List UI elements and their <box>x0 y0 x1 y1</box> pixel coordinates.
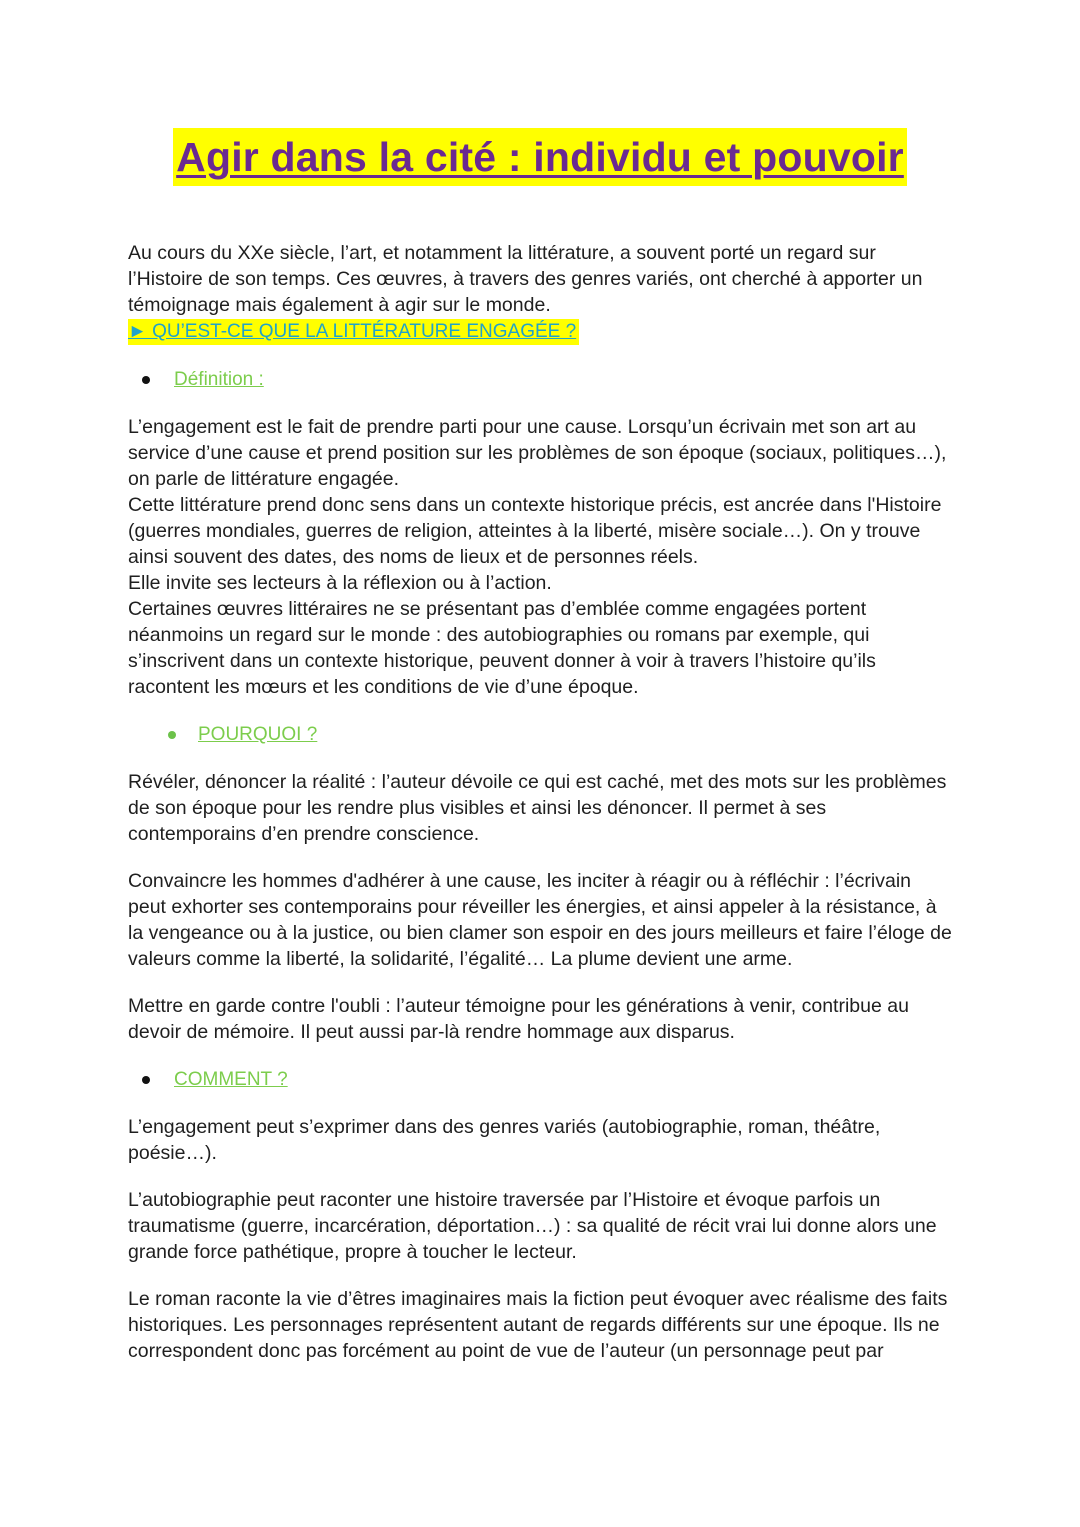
text-line: de son époque pour les rendre plus visibles et ainsi les dénoncer. Il permet à ses <box>128 797 827 819</box>
definition-heading[interactable]: Définition : <box>174 369 264 390</box>
pourquoi-heading[interactable]: POURQUOI ? <box>198 724 318 745</box>
document-body <box>128 240 958 1364</box>
text-line: Elle invite ses lecteurs à la réflexion ou à l’action. <box>128 572 552 594</box>
text-line: Cette littérature prend donc sens dans un contexte historique précis, est ancrée dans l'Histoire <box>128 494 942 516</box>
text-line: Mettre en garde contre l'oubli : l’auteur témoigne pour les générations à venir, contribue au <box>128 995 909 1017</box>
text-line: s’inscrivent dans un contexte historique, peuvent donner à voir à travers l’histoire qu’ils <box>128 650 876 672</box>
text-line: peut exhorter ses contemporains pour réveiller les énergies, et ainsi appeler à la résistance, à <box>128 896 937 918</box>
page-title: Agir dans la cité : individu et pouvoir <box>173 128 907 186</box>
text-line: L’engagement est le fait de prendre parti pour une cause. Lorsqu’un écrivain met son art au <box>128 416 917 438</box>
text-line: l’Histoire de son temps. Ces œuvres, à travers des genres variés, ont cherché à apporter un <box>128 268 923 290</box>
bullet-icon <box>142 376 150 384</box>
comment-heading[interactable]: COMMENT ? <box>174 1069 288 1090</box>
text-line: poésie…). <box>128 1142 217 1164</box>
pourquoi-paragraph-2 <box>128 868 958 972</box>
intro-paragraph <box>128 240 958 318</box>
text-line: valeurs comme la liberté, la solidarité, l’égalité… La plume devient une arme. <box>128 948 793 970</box>
comment-paragraph-2 <box>128 1187 958 1265</box>
comment-paragraph-3 <box>128 1286 958 1364</box>
section-link-litterature-engagee[interactable]: ► QU’EST-CE QUE LA LITTÉRATURE ENGAGÉE ? <box>128 319 579 345</box>
text-line: Le roman raconte la vie d’êtres imaginaires mais la fiction peut évoquer avec réalisme des faits <box>128 1288 948 1310</box>
text-line: Certaines œuvres littéraires ne se présentant pas d’emblée comme engagées portent <box>128 598 867 620</box>
text-line: témoignage mais également à agir sur le monde. <box>128 294 551 316</box>
text-line: historiques. Les personnages représentent autant de regards différents sur une époque. Ils ne <box>128 1314 940 1336</box>
comment-paragraph-1 <box>128 1114 958 1166</box>
pourquoi-paragraph-1 <box>128 769 958 847</box>
text-line: ainsi souvent des dates, des noms de lieux et de personnes réels. <box>128 546 699 568</box>
text-line: correspondent donc pas forcément au point de vue de l’auteur (un personnage peut par <box>128 1340 884 1362</box>
text-line: néanmoins un regard sur le monde : des autobiographies ou romans par exemple, qui <box>128 624 870 646</box>
text-line: (guerres mondiales, guerres de religion, atteintes à la liberté, misère sociale…). On y trouve <box>128 520 921 542</box>
text-line: L’autobiographie peut raconter une histoire traversée par l’Histoire et évoque parfois un <box>128 1189 881 1211</box>
text-line: grande force pathétique, propre à toucher le lecteur. <box>128 1241 577 1263</box>
bullet-definition <box>128 367 958 393</box>
text-line: service d’une cause et prend position sur les problèmes de son époque (sociaux, politiques…), <box>128 442 947 464</box>
bullet-icon <box>142 1076 150 1084</box>
text-line: on parle de littérature engagée. <box>128 468 400 490</box>
bullet-comment <box>128 1067 958 1093</box>
text-line: traumatisme (guerre, incarcération, déportation…) : sa qualité de récit vrai lui donne alors une <box>128 1215 937 1237</box>
text-line: Convaincre les hommes d'adhérer à une cause, les inciter à réagir ou à réfléchir : l’écrivain <box>128 870 912 892</box>
definition-paragraph <box>128 414 958 700</box>
bullet-pourquoi <box>128 722 958 748</box>
pourquoi-paragraph-3 <box>128 993 958 1045</box>
text-line: racontent les mœurs et les conditions de vie d’une époque. <box>128 676 639 698</box>
bullet-icon <box>168 731 176 739</box>
text-line: Révéler, dénoncer la réalité : l’auteur dévoile ce qui est caché, met des mots sur les problèmes <box>128 771 947 793</box>
text-line: la vengeance ou à la justice, ou bien clamer son espoir en des jours meilleurs et faire l’éloge de <box>128 922 952 944</box>
text-line: Au cours du XXe siècle, l’art, et notamment la littérature, a souvent porté un regard sur <box>128 242 876 264</box>
text-line: contemporains d’en prendre conscience. <box>128 823 480 845</box>
text-line: L’engagement peut s’exprimer dans des genres variés (autobiographie, roman, théâtre, <box>128 1116 881 1138</box>
title-container <box>0 128 1080 186</box>
text-line: devoir de mémoire. Il peut aussi par-là rendre hommage aux disparus. <box>128 1021 735 1043</box>
